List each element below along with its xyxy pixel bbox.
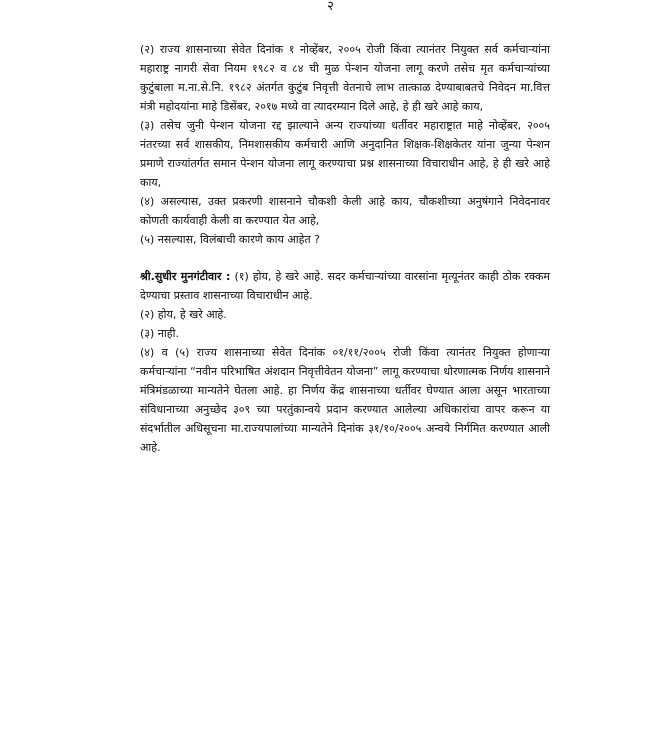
answer-4-5: (४) व (५) राज्य शासनाच्या सेवेत दिनांक ०१/११/२००५ रोजी किंवा त्यानंतर नियुक्त होणाऱ्या कर्मचाऱ्यांना “नवीन परिभाषित अंशदान निवृत्तीवेतन योजना” लागू करण्याचा धोरणात्मक निर्णय शासनाने मंत्रिमंडळाच्या मान्यतेने घेतला आहे. हा निर्णय केंद्र शासनाच्या धर्तीवर घेण्यात आला असून भारताच्या संविधानाच्या अनुच्छेद ३०९ च्या परतुंकान्वये प्रदान करण्यात आलेल्या अधिकारांचा वापर करून या संदर्भातील अधिसूचना मा.राज्यपालांच्या मान्यतेने दिनांक ३१/१०/२००५ अन्वये निर्गमित करण्यात आली आहे. <box>140 346 550 454</box>
document-body <box>140 40 550 457</box>
question-2: (२) राज्य शासनाच्या सेवेत दिनांक १ नोव्हेंबर, २००५ रोजी किंवा त्यानंतर नियुक्त सर्व कर्मचाऱ्यांना महाराष्ट्र नागरी सेवा नियम १९८२ व ८४ ची मुळ पेन्शन योजना लागू करणे तसेच मृत कर्मचाऱ्यांच्या कुटुंबाला म.ना.से.नि. १९८२ अंतर्गत कुटुंब निवृत्ती वेतनाचे लाभ तात्काळ देण्याबाबतचे निवेदन मा.वित्त मंत्री महोदयांना माहे डिसेंबर, २०१७ मध्ये वा त्यादरम्यान दिले आहे, हे ही खरे आहे काय, <box>140 43 550 113</box>
page-number: २ <box>327 0 334 14</box>
section-gap <box>140 249 550 267</box>
answer-1 <box>140 267 550 305</box>
answer-1-text: (१) होय, हे खरे आहे. सदर कर्मचाऱ्यांच्या वारसांना मृत्यूनंतर काही ठोक रक्कम देण्याचा प्रस्ताव शासनाच्या विचाराधीन आहे. <box>140 270 550 302</box>
answer-2: (२) होय, हे खरे आहे. <box>140 308 227 321</box>
answer-3: (३) नाही. <box>140 327 179 340</box>
question-4: (४) असल्यास, उक्त प्रकरणी शासनाने चौकशी केली आहे काय, चौकशीच्या अनुषंगाने निवेदनावर कोणती कार्यवाही केली वा करण्यात येत आहे, <box>140 195 550 227</box>
question-3: (३) तसेच जुनी पेन्शन योजना रद्द झाल्याने अन्य राज्यांच्या धर्तीवर महाराष्ट्रात माहे नोव्हेंबर, २००५ नंतरच्या सर्व शासकीय, निमशासकीय कर्मचारी आणि अनुदानित शिक्षक-शिक्षकेतर यांना जुन्या पेन्शन प्रमाणे राज्यांतर्गत समान पेन्शन योजना लागू करण्याचा प्रश्न शासनाच्या विचाराधीन आहे, हे ही खरे आहे काय, <box>140 119 550 189</box>
speaker-name: श्री.सुधीर मुनगंटीवार : <box>140 270 231 283</box>
question-5: (५) नसल्यास, विलंबाची कारणे काय आहेत ? <box>140 233 321 246</box>
